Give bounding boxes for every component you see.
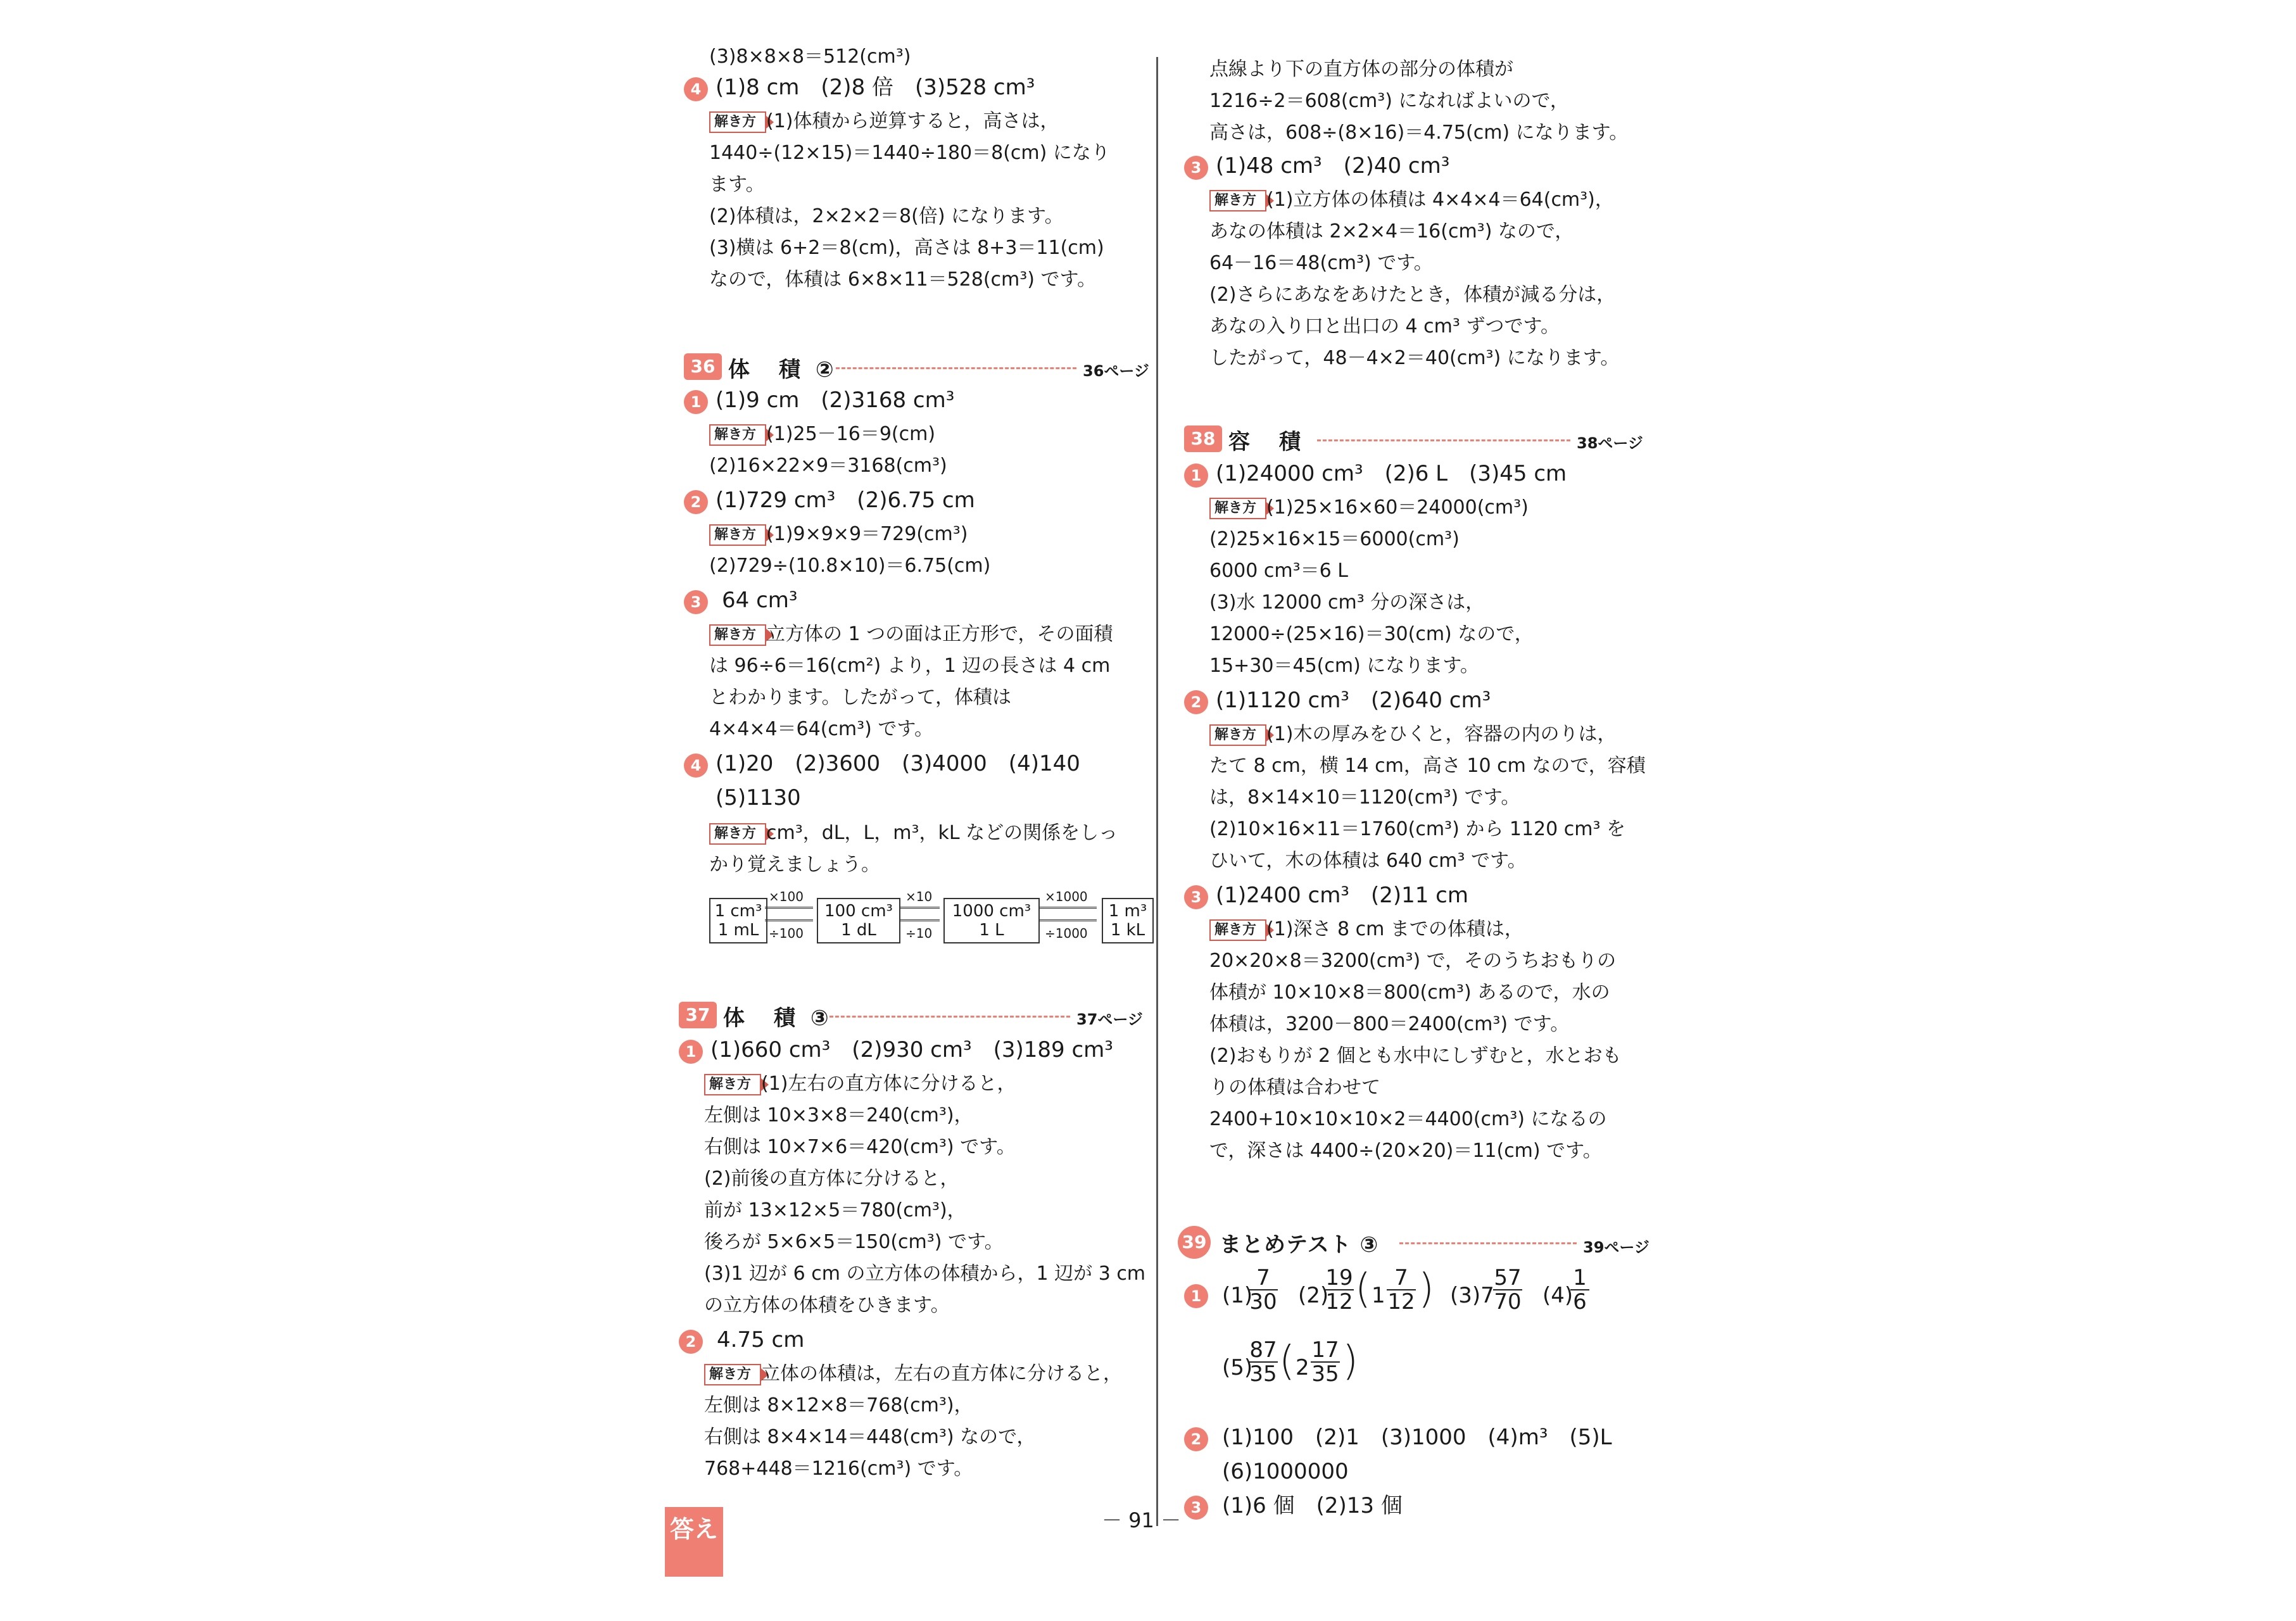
explanation-line: とわかります。したがって，体積は [709,686,1011,709]
answer-page [665,44,1649,1577]
explanation-line: (2)体積は，2×2×2＝8(倍) になります。 [709,205,1064,227]
explanation-line: (2)16×22×9＝3168(cm³) [709,455,947,477]
explanation-tag: 解き方 [709,424,766,446]
explanation-line: かり覚えましょう。 [709,854,880,876]
answer-line: (1)729 cm³ (2)6.75 cm [716,488,975,513]
arrow-right [1040,907,1097,909]
fraction: $\frac{87}{35}$ [1249,1337,1277,1387]
explanation-line: 1440÷(12×15)＝1440÷180＝8(cm) になり [709,142,1110,164]
unit-box: 1000 cm³ 1 L [943,898,1040,943]
answer-line: (1)48 cm³ (2)40 cm³ [1216,153,1450,179]
answer-line: 4.75 cm [717,1327,805,1353]
section-page-ref: 38ページ [1577,434,1643,452]
open-paren: ( [1279,1338,1295,1385]
explanation-line: (1)体積から逆算すると，高さは， [766,110,1059,132]
explanation-line: (2)25×16×15＝6000(cm³) [1209,528,1460,550]
arrow-left [899,919,940,921]
question-number: 2 [1184,1427,1208,1451]
explanation-line: (1)木の厚みをひくと，容器の内のりは， [1266,723,1617,745]
explanation-line: たて 8 cm，横 14 cm，高さ 10 cm なので，容積 [1209,755,1646,777]
arrow-right [899,907,940,909]
page-number: － 91 － [1102,1508,1182,1532]
section-page-ref: 39ページ [1583,1239,1649,1256]
explanation-tag: 解き方 [1209,498,1266,519]
section-title: まとめテスト ③ [1220,1232,1379,1258]
answer-line: (3)8×8×8＝512(cm³) [709,46,911,68]
fraction: $\frac{1}{6}$ [1570,1266,1589,1313]
mixed-whole: 1 [1372,1283,1385,1308]
unit-box: 100 cm³ 1 dL [817,898,900,943]
explanation-tag: 解き方 [704,1364,761,1385]
explanation-line: は，8×14×10＝1120(cm³) です。 [1209,786,1520,809]
fraction-label: (5) [1222,1355,1253,1380]
explanation-line: 左側は 10×3×8＝240(cm³)， [704,1104,973,1126]
answer-line: (1)9 cm (2)3168 cm³ [716,388,955,413]
explanation-line: したがって，48－4×2＝40(cm³) になります。 [1209,347,1620,369]
answer-line: (1)6 個 (2)13 個 [1222,1493,1403,1518]
section-dash [829,1016,1070,1018]
explanation-line: (2)さらにあなをあけたとき，体積が減る分は， [1209,284,1616,306]
section-dash [836,367,1076,369]
fraction-label: (1) [1222,1283,1253,1308]
answers-tab: 答え [665,1507,723,1577]
fraction: $\frac{19}{12}$ [1325,1265,1353,1315]
explanation-line: (1)25×16×60＝24000(cm³) [1266,496,1529,519]
explanation-line: で，深さは 4400÷(20×20)＝11(cm) です。 [1209,1140,1602,1162]
section-page-ref: 37ページ [1076,1011,1143,1028]
explanation-line: 立体の体積は，左右の直方体に分けると， [761,1363,1122,1385]
arrow-label: ×1000 [1045,889,1088,904]
explanation-line: 前が 13×12×5＝780(cm³)， [704,1199,966,1221]
explanation-line: 1216÷2＝608(cm³) になればよいので， [1209,90,1569,112]
explanation-line: ひいて，木の体積は 640 cm³ です。 [1209,850,1527,872]
close-paren: ) [1418,1266,1434,1313]
explanation-line: (1)9×9×9＝729(cm³) [766,523,968,545]
answer-line: (6)1000000 [1222,1459,1349,1484]
explanation-tag: 解き方 [1209,190,1266,211]
explanation-line: 体積は，3200－800＝2400(cm³) です。 [1209,1013,1570,1035]
explanation-line: 体積が 10×10×8＝800(cm³) あるので，水の [1209,981,1610,1004]
column-divider [1156,57,1158,1526]
explanation-tag: 解き方 [709,823,766,845]
explanation-line: 12000÷(25×16)＝30(cm) なので， [1209,623,1534,645]
question-number: 2 [679,1330,703,1354]
fraction: $\frac{17}{35}$ [1311,1337,1339,1387]
explanation-line: なので，体積は 6×8×11＝528(cm³) です。 [709,268,1097,291]
answer-line: (1)24000 cm³ (2)6 L (3)45 cm [1216,461,1567,486]
question-number: 2 [684,490,708,514]
explanation-line: (2)10×16×11＝1760(cm³) から 1120 cm³ を [1209,818,1626,840]
answer-line: (1)1120 cm³ (2)640 cm³ [1216,688,1491,713]
explanation-line: (3)1 辺が 6 cm の立方体の体積から，1 辺が 3 cm [704,1263,1146,1285]
explanation-line: あなの体積は 2×2×4＝16(cm³) なので， [1209,220,1574,243]
explanation-tag: 解き方 [709,624,766,646]
section-title: 容 積 [1228,429,1304,455]
fraction-label: (3)7 [1450,1283,1494,1308]
explanation-line: cm³，dL，L，m³，kL などの関係をしっ [766,822,1118,844]
section-badge: 37 [679,1002,717,1028]
question-number: 2 [1184,690,1208,714]
section-page-ref: 36ページ [1083,362,1149,380]
question-number: 1 [684,390,708,414]
explanation-line: 後ろが 5×6×5＝150(cm³) です。 [704,1231,1004,1253]
explanation-line: 768+448＝1216(cm³) です。 [704,1458,973,1480]
answer-line: (1)100 (2)1 (3)1000 (4)m³ (5)L [1222,1425,1612,1450]
explanation-line: (3)横は 6+2＝8(cm)，高さは 8+3＝11(cm) [709,237,1104,259]
explanation-line: (1)深さ 8 cm までの体積は， [1266,918,1523,940]
fraction: $\frac{7}{12}$ [1387,1265,1415,1315]
answer-line: 64 cm³ [722,588,798,613]
answer-line: (1)8 cm (2)8 倍 (3)528 cm³ [716,75,1035,100]
section-badge: 38 [1184,426,1222,452]
fraction-label: (2) [1298,1283,1329,1308]
explanation-tag: 解き方 [1209,919,1266,941]
answer-line: (1)20 (2)3600 (3)4000 (4)140 [716,751,1080,776]
fraction: $\frac{7}{30}$ [1249,1265,1277,1315]
question-number: 3 [684,590,708,614]
explanation-line: (1)立方体の体積は 4×4×4＝64(cm³)， [1266,189,1614,211]
explanation-tag: 解き方 [704,1074,761,1095]
mixed-whole: 2 [1296,1355,1309,1380]
section-title: 体 積 ③ [723,1006,833,1031]
explanation-line: の立方体の体積をひきます。 [704,1294,950,1316]
explanation-line: は 96÷6＝16(cm²) より，1 辺の長さは 4 cm [709,655,1111,677]
explanation-tag: 解き方 [709,524,766,546]
explanation-line: あなの入り口と出口の 4 cm³ ずつです。 [1209,315,1560,337]
explanation-tag: 解き方 [1209,724,1266,746]
arrow-label: ÷1000 [1045,926,1088,941]
explanation-line: 高さは，608÷(8×16)＝4.75(cm) になります。 [1209,122,1629,144]
section-dash [1399,1242,1577,1244]
explanation-line: 64－16＝48(cm³) です。 [1209,252,1433,274]
explanation-line: 2400+10×10×10×2＝4400(cm³) になるの [1209,1108,1607,1130]
explanation-line: (2)前後の直方体に分けると， [704,1168,959,1190]
section-badge: 36 [684,353,722,380]
answer-line: (5)1130 [716,785,801,810]
question-number: 3 [1184,885,1208,909]
arrow-label: ÷10 [905,926,933,941]
arrow-left [1040,919,1097,921]
close-paren: ) [1342,1338,1358,1385]
explanation-line: 20×20×8＝3200(cm³) で，そのうちおもりの [1209,950,1617,972]
explanation-line: りの体積は合わせて [1209,1076,1380,1099]
unit-box: 1 cm³ 1 mL [709,898,767,943]
explanation-line: 右側は 10×7×6＝420(cm³) です。 [704,1136,1016,1158]
section-title: 体 積 ② [728,357,838,382]
unit-box: 1 m³ 1 kL [1102,898,1154,943]
open-paren: ( [1355,1266,1371,1313]
explanation-line: 点線より下の直方体の部分の体積が [1209,58,1513,80]
explanation-line: (1)25－16＝9(cm) [766,423,936,445]
fraction-label: (4) [1542,1283,1574,1308]
fraction: $\frac{57}{70}$ [1494,1265,1522,1315]
question-number: 3 [1184,1496,1208,1520]
arrow-label: ÷100 [769,926,804,941]
question-number: 1 [1184,464,1208,488]
question-number: 1 [679,1040,703,1064]
section-dash [1317,439,1570,441]
question-number: 4 [684,77,708,101]
section-badge: 39 [1178,1226,1211,1259]
explanation-line: ます。 [709,173,765,196]
explanation-line: 6000 cm³＝6 L [1209,560,1348,582]
explanation-line: (2)おもりが 2 個とも水中にしずむと，水とおも [1209,1045,1622,1067]
question-number: 4 [684,754,708,778]
explanation-line: (1)左右の直方体に分けると， [761,1073,1016,1095]
explanation-line: 右側は 8×4×14＝448(cm³) なので， [704,1426,1036,1448]
explanation-line: 15+30＝45(cm) になります。 [1209,655,1479,677]
arrow-right [765,907,813,909]
explanation-line: (2)729÷(10.8×10)＝6.75(cm) [709,555,991,577]
explanation-tag: 解き方 [709,111,766,133]
answer-line: (1)2400 cm³ (2)11 cm [1216,883,1468,908]
question-number: 1 [1184,1284,1208,1308]
arrow-label: ×10 [905,889,933,904]
arrow-left [765,919,813,921]
question-number: 3 [1184,156,1208,180]
arrow-label: ×100 [769,889,804,904]
answer-line: (1)660 cm³ (2)930 cm³ (3)189 cm³ [710,1037,1113,1063]
explanation-line: 左側は 8×12×8＝768(cm³)， [704,1394,973,1416]
explanation-line: (3)水 12000 cm³ 分の深さは， [1209,591,1485,614]
explanation-line: 立方体の 1 つの面は正方形で，その面積 [766,623,1113,645]
explanation-line: 4×4×4＝64(cm³) です。 [709,718,933,740]
